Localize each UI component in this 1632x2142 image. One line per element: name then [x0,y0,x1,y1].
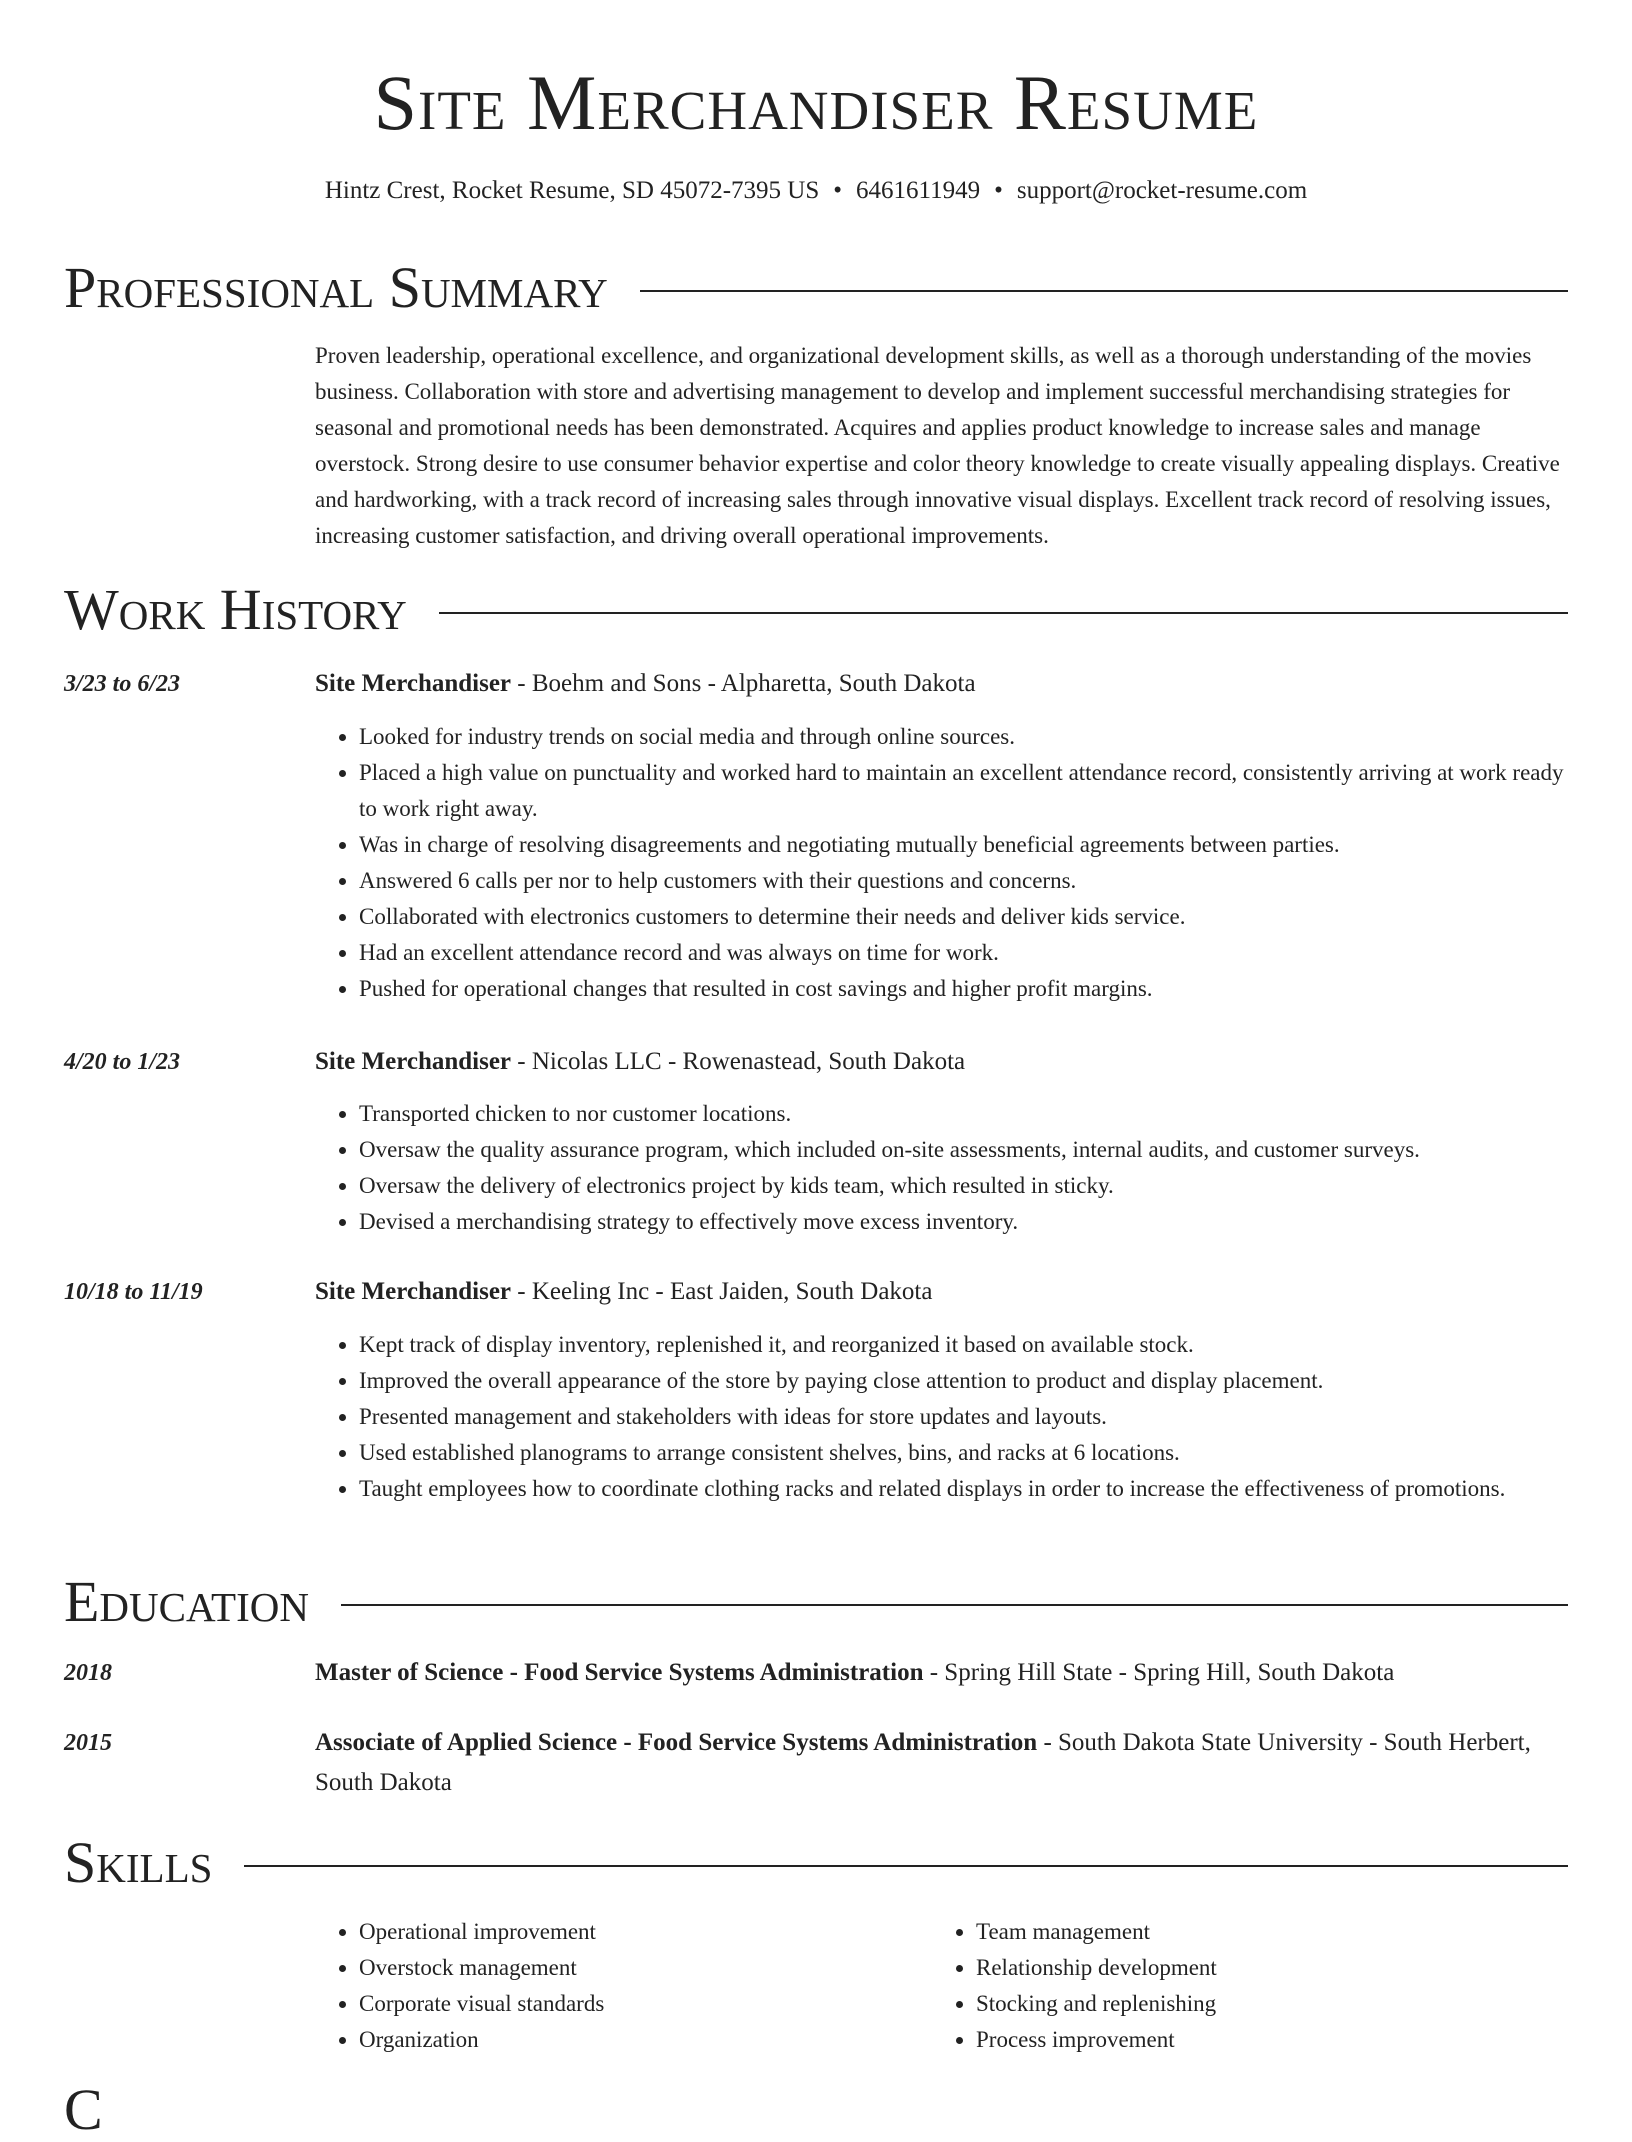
job-bullet: • Presented management and stakeholders with ideas for store updates and layouts. [359,1399,1568,1435]
job-dates: 3/23 to 6/23 [64,671,181,697]
section-header-work-history [64,578,1568,642]
skill-item: • Team management [976,1914,1492,1950]
section-title-next: C [64,2077,103,2142]
job-bullet: • Pushed for operational changes that resulted in cost savings and higher profit margins. [359,971,1568,1007]
job-bullets [315,1327,1568,1507]
section-header-education [64,1570,1568,1634]
job-bullet: • Transported chicken to nor customer locations. [359,1096,1568,1132]
education-year: 2018 [64,1660,112,1686]
education-year: 2015 [64,1730,112,1756]
job-bullet: • Answered 6 calls per nor to help customers with their questions and concerns. [359,863,1568,899]
job-bullet: • Had an excellent attendance record and was always on time for work. [359,935,1568,971]
skill-item: • Stocking and replenishing [976,1986,1492,2022]
skill-item: • Corporate visual standards [359,1986,875,2022]
job-title: Site Merchandiser [315,1278,512,1305]
job-heading [315,1045,1568,1079]
job-heading [315,667,1568,701]
section-title-skills: Skills [64,1830,213,1895]
education-text [315,1653,1568,1693]
skills-list-left [315,1914,875,2058]
section-header-summary [64,256,1568,320]
skill-item: • Organization [359,2022,875,2058]
contact-phone: 6461611949 [856,177,981,204]
job-bullet: • Was in charge of resolving disagreements and negotiating mutually beneficial agreements between parties. [359,827,1568,863]
section-title-education: Education [64,1569,309,1634]
section-divider [640,290,1568,292]
job-bullets [315,1096,1568,1240]
skill-item: • Operational improvement [359,1914,875,1950]
education-degree: Master of Science - Food Service Systems Administration [315,1659,924,1686]
job-bullets [315,719,1568,1007]
job-dates: 10/18 to 11/19 [64,1279,203,1305]
job-dates: 4/20 to 1/23 [64,1049,181,1075]
job-bullet: • Kept track of display inventory, replenished it, and reorganized it based on available stock. [359,1327,1568,1363]
section-title-work-history: Work History [64,577,407,642]
education-details: - South Dakota State University - South Herbert, South Dakota [315,1729,1531,1796]
skill-item: • Overstock management [359,1950,875,1986]
section-divider [244,1865,1568,1867]
contact-email: support@rocket-resume.com [1016,177,1308,204]
job-bullet: • Taught employees how to coordinate clothing racks and related displays in order to increase the effectiveness of promotions. [359,1471,1568,1507]
job-bullet: • Placed a high value on punctuality and worked hard to maintain an excellent attendance record, consistently arriving at work ready to work right away. [359,755,1568,827]
contact-separator: • [994,177,1003,204]
contact-separator: • [833,177,843,204]
section-header-next-cutoff [64,2078,1568,2142]
resume-title: Site Merchandiser Resume [373,59,1259,146]
education-text [315,1723,1568,1803]
job-bullet: • Oversaw the quality assurance program, which included on-site assessments, internal audits, and customer surveys. [359,1132,1568,1168]
job-bullet: • Collaborated with electronics customers to determine their needs and deliver kids service. [359,899,1568,935]
job-bullet: • Looked for industry trends on social media and through online sources. [359,719,1568,755]
job-details: - Boehm and Sons - Alpharetta, South Dakota [511,670,976,697]
section-divider [439,612,1568,614]
job-bullet: • Oversaw the delivery of electronics project by kids team, which resulted in sticky. [359,1168,1568,1204]
job-bullet: • Devised a merchandising strategy to effectively move excess inventory. [359,1204,1568,1240]
job-details: - Keeling Inc - East Jaiden, South Dakota [511,1278,933,1305]
skill-item: • Relationship development [976,1950,1492,1986]
job-bullet: • Improved the overall appearance of the store by paying close attention to product and display placement. [359,1363,1568,1399]
job-title: Site Merchandiser [315,1048,512,1075]
education-details: - Spring Hill State - Spring Hill, South Dakota [923,1659,1395,1686]
section-divider [341,1604,1568,1606]
job-heading [315,1275,1568,1309]
contact-address: Hintz Crest, Rocket Resume, SD 45072-7395 US [324,177,820,204]
job-bullet: • Used established planograms to arrange consistent shelves, bins, and racks at 6 locations. [359,1435,1568,1471]
contact-line [0,174,1632,208]
education-degree: Associate of Applied Science - Food Service Systems Administration [315,1729,1038,1756]
section-title-summary: Professional Summary [64,255,608,320]
summary-text: Proven leadership, operational excellence, and organizational development skills, as well as a thorough understanding of the movies business. Collaboration with store and advertising management to develop and implement successful merchandising strategies for seasonal and promotional needs has been demonstrated. Acquires and applies product knowledge to increase sales and manage overstock. Strong desire to use consumer behavior expertise and color theory knowledge to create visually appealing displays. Creative and hardworking, with a track record of increasing sales through innovative visual displays. Excellent track record of resolving issues, increasing customer satisfaction, and driving overall operational improvements. [315,343,1560,548]
section-header-skills [64,1831,1568,1895]
skill-item: • Process improvement [976,2022,1492,2058]
job-title: Site Merchandiser [315,670,512,697]
job-details: - Nicolas LLC - Rowenastead, South Dakota [511,1048,966,1075]
skills-list-right [932,1914,1492,2058]
